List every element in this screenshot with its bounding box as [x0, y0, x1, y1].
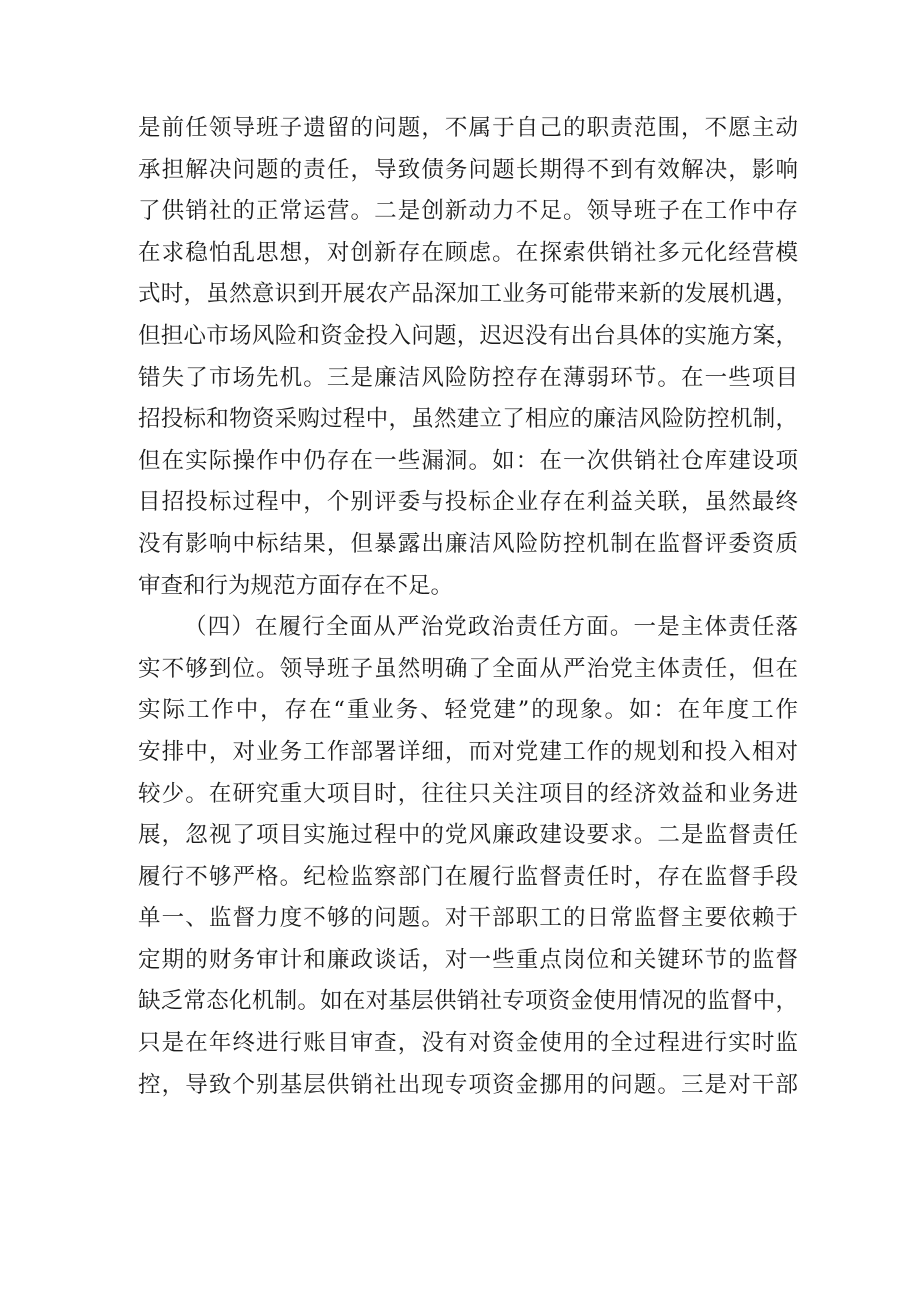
text-line: 只是在年终进行账目审查，没有对资金使用的全过程进行实时监: [138, 1030, 798, 1057]
text-line: 实不够到位。领导班子虽然明确了全面从严治党主体责任，但在: [138, 655, 798, 682]
text-line: 目招投标过程中，个别评委与投标企业存在利益关联，虽然最终: [138, 489, 798, 516]
text-line: 在求稳怕乱思想，对创新存在顾虑。在探索供销社多元化经营模: [138, 239, 798, 266]
text-line: 没有影响中标结果，但暴露出廉洁风险防控机制在监督评委资质: [138, 530, 798, 557]
text-line: 单一、监督力度不够的问题。对干部职工的日常监督主要依赖于: [138, 905, 798, 932]
text-line: 实际工作中，存在“重业务、轻党建”的现象。如：在年度工作: [138, 697, 798, 724]
text-line: 式时，虽然意识到开展农产品深加工业务可能带来新的发展机遇，: [138, 281, 798, 308]
text-line: 安排中，对业务工作部署详细，而对党建工作的规划和投入相对: [138, 738, 798, 765]
text-line: 是前任领导班子遗留的问题，不属于自己的职责范围，不愿主动: [138, 115, 798, 141]
section-heading-line: （四）在履行全面从严治党政治责任方面。一是主体责任落: [184, 614, 798, 641]
text-line: 错失了市场先机。三是廉洁风险防控存在薄弱环节。在一些项目: [138, 364, 798, 391]
text-line: 招投标和物资采购过程中，虽然建立了相应的廉洁风险防控机制，: [138, 406, 798, 433]
text-line: 展，忽视了项目实施过程中的党风廉政建设要求。二是监督责任: [138, 822, 798, 849]
text-line: 了供销社的正常运营。二是创新动力不足。领导班子在工作中存: [138, 198, 798, 225]
text-line: 承担解决问题的责任，导致债务问题长期得不到有效解决，影响: [138, 156, 798, 183]
text-line: 缺乏常态化机制。如在对基层供销社专项资金使用情况的监督中，: [138, 988, 798, 1015]
text-line: 履行不够严格。纪检监察部门在履行监督责任时，存在监督手段: [138, 863, 798, 890]
text-line: 较少。在研究重大项目时，往往只关注项目的经济效益和业务进: [138, 780, 798, 807]
text-line: 定期的财务审计和廉政谈话，对一些重点岗位和关键环节的监督: [138, 946, 798, 973]
text-line: 但在实际操作中仍存在一些漏洞。如：在一次供销社仓库建设项: [138, 447, 798, 474]
text-line-paragraph-end: 审查和行为规范方面存在不足。: [138, 572, 454, 599]
text-line: 但担心市场风险和资金投入问题，迟迟没有出台具体的实施方案，: [138, 322, 798, 349]
text-line: 控，导致个别基层供销社出现专项资金挪用的问题。三是对干部: [138, 1071, 798, 1098]
body-text: [138, 108, 798, 1106]
